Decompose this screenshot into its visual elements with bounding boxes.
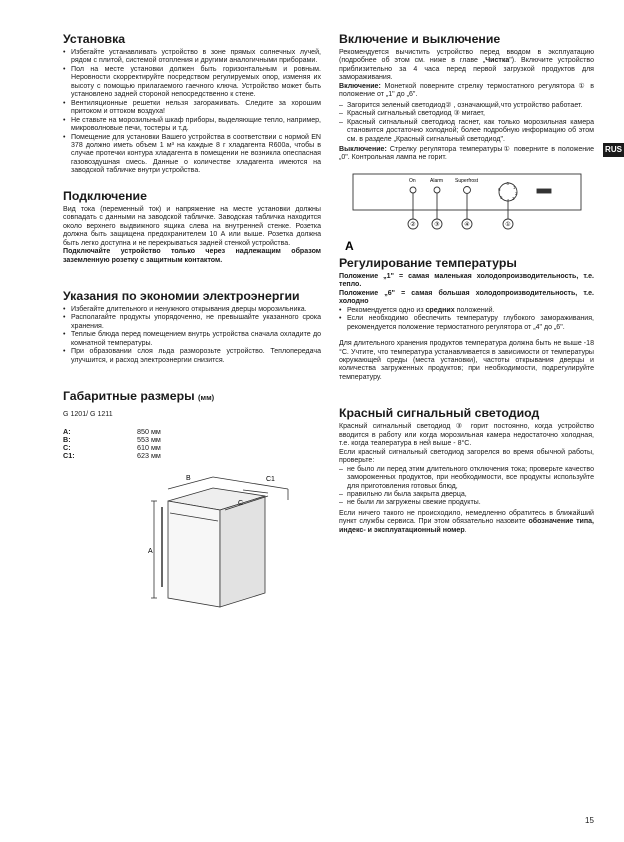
install-list [63,49,321,176]
dim-value: 850 мм [137,426,161,436]
list-item: – не было ли перед этим длительного отключения тока; проверьте качество замороженных продуктов, при необходимости, все продукты используйте для приготовления готовых блюд, [339,466,594,491]
callout-3: ③ [434,222,440,229]
table-row [63,436,321,444]
list-item: – не были ли загружены свежие продукты. [339,499,594,507]
connect-warning: Подключайте устройство только через надлежащим образом заземленную розетку с защитным контактом. [63,248,321,264]
list-item: • Пол на месте установки должен быть горизонтальным и ровным. Неровности скорректируйте посредством регулируемых опор, изменяя их высоту с помощью прилагаемого гаечного ключа. Устройство может быть установлено задней стороной непосредственно к стене. [63,66,321,100]
svg-text:6: 6 [498,186,501,192]
dim-label: C: [63,443,71,453]
list-item: • Теплые блюда перед помещением внутрь устройства сначала охладите до комнатной температуры. [63,331,321,348]
list-item: • Избегайте устанавливать устройство в зоне прямых солнечных лучей, рядом с плитой, системой отопления и другими аналогичными приборами. [63,49,321,66]
diagram-label-c: C [238,499,244,507]
dimensions-models: G 1201/ G 1211 [63,411,113,419]
diagram-label-b: B [186,474,191,482]
list-item: • Помещение для установки Вашего устройства в соответствии с нормой EN 378 должно иметь объем 1 м³ на каждые 8 г хладагента R600a, чтобы в случае протечки контура хладагента в помещении не возникла опеспасная газовоздушная смесь. Данные о количестве хладагента имеются на заводской табличке внутри устройства. [63,134,321,176]
temp-position-6: Положение „6" = самая большая холодопроизводительность, т.е. холодно [339,289,594,306]
dim-label: B: [63,434,71,444]
led-intro: Красный сигнальный светодиод ③ горит постоянно, когда устройство вводится в работу или когда морозильная камера недостаточно холодная, т.е. когда теапература в ней выше - 8°С. [339,423,594,448]
list-item: – Загорится зеленый светодиод② , означающий,что устройство работает. [339,102,594,110]
list-item: • Если необходимо обеспечить температуру глубокого замораживания, рекомендуется положение термостатного регулятора от „4" до „6". [339,315,594,332]
dimensions-unit: (мм) [198,393,215,403]
temp-position-1: Положение „1" = самая маленькая холодопроизводительность, т.е. тепло. [339,272,594,289]
led-title: Красный сигнальный светодиод [339,406,540,421]
page-number: 15 [585,816,594,825]
svg-text:1: 1 [513,184,516,190]
connect-text: Вид тока (переменный ток) и напряжение на месте установки должны совпадать с данными на заводской табличке. Заводская табличка находится около верхнего выдвижного ящика слева на внутренней стенке. Розетка должна быть защищена предохранителем 10 А или выше. Розетка должна быть легко доступна и не перекрываться задней стенкой устройства. [63,205,321,247]
svg-text:5: 5 [500,194,503,200]
temp-title: Регулирование температуры [339,255,517,270]
install-title: Установка [63,32,126,46]
left-column [63,32,321,617]
svg-text:0: 0 [506,180,510,186]
figure-label: A [345,238,354,253]
temp-list [339,307,594,332]
onoff-off: Выключение: Стрелку регулятора температуры① поверните в положение „0". Контрольная лампа не горит. [339,145,594,162]
svg-text:4: 4 [506,197,510,203]
right-column [339,32,594,535]
led-check: Если красный сигнальный светодиод загорелся во время обычной работы, проверьте: [339,448,594,465]
dim-value: 553 мм [137,434,161,444]
list-item: • При образовании слоя льда разморозьте устройство. Теплопередача улучшится, и расход электроэнергии снизится. [63,348,321,365]
panel-label-superfrost: Superfrost [455,177,479,184]
connect-title: Подключение [63,188,147,203]
table-row [63,428,321,436]
list-item: • Располагайте продукты упорядоченно, не превышайте указанного срока хранения. [63,314,321,331]
onoff-intro: Рекомендуется вычистить устройство перед вводом в эксплуатацию (подробнее об этом см. ниже в главе „Чистка"). Включите устройство приблизительно за 4 часа перед первой загрузкой продуктов для замораживания. [339,49,594,82]
callout-1: ① [505,222,511,229]
list-item: • Избегайте длительного и ненужного открывания дверцы морозильника. [63,306,321,314]
panel-label-on: On [409,177,416,184]
table-row [63,452,321,460]
control-panel-diagram [347,172,587,254]
led-service: Если ничего такого не происходило, немедленно обратитесь в ближайший пункт службы сервиса. При этом обязательно назовите обозначение типа, индекс- и эксплуатационный номер. [339,509,595,534]
dimensions-table [63,428,321,461]
list-item: – правильно ли была закрыта дверца, [339,491,594,499]
svg-text:2: 2 [515,190,518,196]
list-item: • Не ставьте на морозильный шкаф приборы, выделяющие тепло, например, микроволновые печи, тостеры и т.д. [63,117,321,134]
onoff-title: Включение и выключение [339,32,501,46]
callout-4: ④ [464,222,470,229]
language-tab: RUS [603,143,624,157]
temp-paragraph: Для длительного хранения продуктов температура должна быть не выше -18 °С. Учтите, что температура устанавливается в зависимости от температуры окружающей среды (места установки), частоты открывания дверцы и количества загруженных продуктов; при необходимости, подрегулируйте температуру. [339,340,594,381]
list-item: • Вентиляционные решетки нельзя загораживать. Следите за хорошим притоком и оттоком воздуха! [63,100,321,117]
economy-title: Указания по экономии электроэнергии [63,288,300,303]
callout-2: ② [410,222,416,229]
list-item: • Рекомендуется одно из средних положений. [339,307,594,315]
table-row [63,444,321,452]
svg-text:3: 3 [512,195,515,201]
dim-value: 610 мм [137,443,161,453]
economy-list [63,306,321,365]
dim-value: 623 мм [137,451,161,461]
list-item: – Красный сигнальный светодиод ③ мигает, [339,110,594,118]
panel-label-alarm: Alarm [430,177,444,184]
diagram-label-a: A [148,547,153,555]
diagram-label-c1: C1 [266,475,275,483]
dimensions-title [63,389,321,405]
freezer-dimensions-diagram [148,467,318,617]
dim-label: C1: [63,451,75,461]
list-item: – Красный сигнальный светодиод гаснет, как только морозильная камера становится достаточно холодной; более подробную информацию об этом см. в разделе „Красный сигнальный светодиод". [339,119,594,144]
onoff-list [339,102,594,144]
dimensions-title-text: Габаритные размеры [63,389,195,404]
dim-label: A: [63,426,71,436]
led-list [339,466,594,508]
onoff-on: Включение: Монеткой поверните стрелку термостатного регулятора ① в положение от „1" до „6". [339,82,594,99]
